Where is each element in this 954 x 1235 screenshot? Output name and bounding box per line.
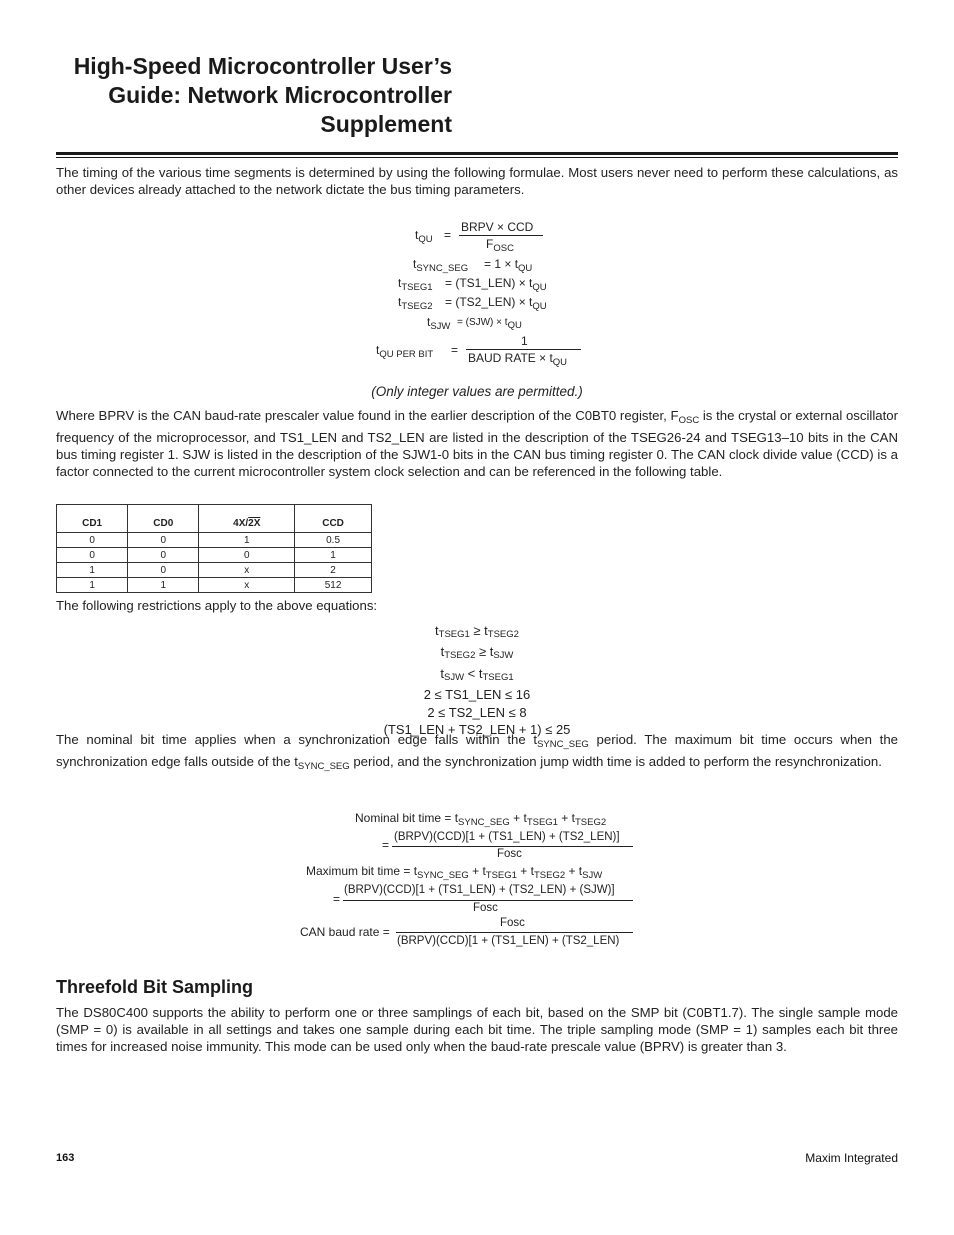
table-cell: 0: [128, 533, 199, 548]
table-cell: 0: [199, 548, 295, 563]
tseg2-lhs: $t_{TSEG2}$: [398, 295, 433, 312]
nominal-paragraph: The nominal bit time applies when a synchronization edge falls within the $t_{SYNC\_SEG}$ period. The maximum bit time occurs when the synchronization edge falls outside of the $t_{SYNC\_SEG}$ period, and the synchronization jump width time is added to perform the resynchronization.: [56, 732, 898, 772]
tqu-numerator: BRPV × CCD: [461, 220, 534, 234]
header-rule-thick: [56, 152, 898, 155]
table-cell: 0: [128, 563, 199, 578]
table-header-row: [57, 505, 372, 533]
col-header-ccd: CCD: [295, 505, 372, 533]
table-cell: 0.5: [295, 533, 372, 548]
maximum-denominator: Fosc: [473, 902, 498, 914]
table-cell: 2: [295, 563, 372, 578]
restriction-3: $t_{SJW} < t_{TSEG1}$: [440, 665, 514, 683]
header-rule-thin: [56, 157, 898, 158]
table-row: [57, 533, 372, 548]
company-name: Maxim Integrated: [805, 1151, 898, 1165]
baud-numerator: Fosc: [500, 917, 525, 929]
table-cell: 1: [199, 533, 295, 548]
restrictions-intro: The following restrictions apply to the above equations:: [56, 598, 378, 613]
tqu-equals: =: [444, 228, 452, 242]
nominal-equals: =: [382, 838, 390, 852]
where-paragraph: Where BPRV is the CAN baud-rate prescaler value found in the earlier description of the C0BT0 register, $F_{OSC}$ is the crystal or external oscillator frequency of the microprocessor, and TS1_LEN and TS2_LEN are listed in the description of the TSEG26-24 and TSEG13–10 bits in the CAN bus timing register 1. SJW is listed in the description of the SJW1-0 bits in the CAN bus timing register 0. The CAN clock divide value (CCD) is a factor connected to the current microcontroller system clock selection and can be referenced in the following table.: [56, 408, 898, 479]
maximum-fraction-line: [343, 900, 633, 901]
ccd-table: [56, 504, 372, 593]
sampling-paragraph: The DS80C400 supports the ability to perform one or three samplings of each bit, based on the SMP bit (C0BT1.7). The single sample mode (SMP = 0) is available in all settings and takes one sample during each bit time. The triple sampling mode (SMP = 1) samples each bit three times for increased noise immunity. This mode can be used only when the baud-rate prescale value (BPRV) is greater than 3.: [56, 1005, 898, 1054]
integer-note: (Only integer values are permitted.): [371, 384, 583, 399]
nominal-numerator: (BRPV)(CCD)[1 + (TS1_LEN) + (TS2_LEN)]: [394, 831, 620, 843]
table-row: [57, 578, 372, 593]
baud-denominator: (BRPV)(CCD)[1 + (TS1_LEN) + (TS2_LEN): [397, 935, 620, 947]
sjw-rhs: = $(SJW) \times t_{QU}$: [457, 317, 522, 331]
page-title: [60, 52, 452, 139]
nominal-denominator: Fosc: [497, 848, 522, 860]
table-cell: 1: [128, 578, 199, 593]
baud-fraction-line: [396, 932, 633, 933]
title-line-1: High-Speed Microcontroller User’s: [73, 53, 452, 79]
restriction-1: $t_{TSEG1} \ge t_{TSEG2}$: [435, 623, 519, 640]
restriction-4: 2 ≤ TS1_LEN ≤ 16: [423, 687, 531, 703]
table-cell: x: [199, 563, 295, 578]
restrictions-list: [56, 622, 898, 738]
table-cell: 1: [295, 548, 372, 563]
section-heading: Threefold Bit Sampling: [56, 977, 254, 997]
per-bit-equals: =: [451, 343, 459, 357]
table-row: [57, 548, 372, 563]
tseg1-rhs: = (TS1_LEN) × $t_{QU}$: [445, 276, 547, 293]
maximum-numerator: (BRPV)(CCD)[1 + (TS1_LEN) + (TS2_LEN) + (SJW)]: [344, 884, 615, 896]
tqu-denominator: $F_{OSC}$: [486, 237, 514, 254]
sync-seg-rhs: = $1 \times t_{QU}$: [484, 257, 533, 274]
tqu-fraction-line: [459, 235, 543, 236]
tseg2-rhs: = (TS2_LEN) × $t_{QU}$: [445, 295, 547, 312]
title-line-3: Supplement: [320, 111, 452, 137]
title-line-2: Guide: Network Microcontroller: [108, 82, 452, 108]
table-row: [57, 563, 372, 578]
can-baud-rate-label: CAN baud rate =: [300, 925, 390, 939]
restriction-2: $t_{TSEG2} \ge t_{SJW}$: [440, 644, 514, 662]
maximum-equals: =: [333, 892, 341, 906]
table-cell: x: [199, 578, 295, 593]
per-bit-numerator: 1: [521, 334, 528, 348]
table-cell: 0: [57, 548, 128, 563]
maximum-bit-time-formula: Maximum bit time = $t_{SYNC\_SEG} + t_{TSEG1} + t_{TSEG2} + t_{SJW}$: [306, 864, 603, 881]
tqu-lhs: $t_{QU}$: [415, 228, 433, 245]
table-cell: 1: [57, 578, 128, 593]
restriction-5: 2 ≤ TS2_LEN ≤ 8: [427, 704, 527, 720]
table-cell: 512: [295, 578, 372, 593]
tseg1-lhs: $t_{TSEG1}$: [398, 276, 433, 293]
table-cell: 0: [57, 533, 128, 548]
page-number: 163: [56, 1152, 75, 1164]
per-bit-fraction-line: [466, 349, 581, 350]
sync-seg-lhs: $t_{SYNC\_SEG}$: [413, 257, 469, 274]
sjw-lhs: $t_{SJW}$: [427, 315, 451, 332]
table-cell: 0: [128, 548, 199, 563]
col-header-4x-2x: 4X/2X: [199, 505, 295, 533]
restriction-6: (TS1_LEN + TS2_LEN + 1) ≤ 25: [383, 722, 571, 738]
col-header-cd1: CD1: [57, 505, 128, 533]
col-header-cd0: CD0: [128, 505, 199, 533]
nominal-fraction-line: [392, 846, 633, 847]
nominal-bit-time-formula: Nominal bit time = $t_{SYNC\_SEG} + t_{TSEG1} + t_{TSEG2}$: [355, 811, 607, 828]
per-bit-denominator: BAUD RATE × $t_{QU}$: [468, 351, 568, 368]
per-bit-lhs: $t_{QU PER BIT}$: [376, 343, 434, 360]
intro-paragraph: The timing of the various time segments is determined by using the following formulae. Most users never need to perform these calculations, as other devices already attached to the network dictate the bus timing parameters.: [56, 165, 898, 197]
table-cell: 1: [57, 563, 128, 578]
